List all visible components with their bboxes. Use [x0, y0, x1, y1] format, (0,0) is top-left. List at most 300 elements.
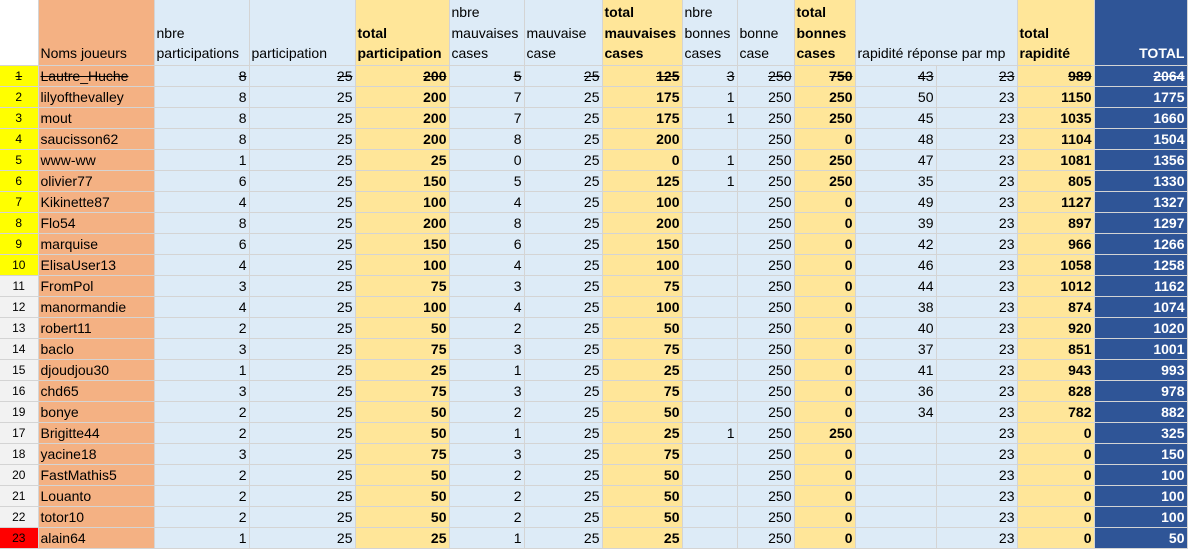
cell-tot-mauv[interactable]: 50	[602, 506, 682, 527]
cell-tot-part[interactable]: 200	[355, 65, 449, 86]
table-row[interactable]	[0, 86, 1187, 107]
cell-tot-mauv[interactable]: 125	[602, 65, 682, 86]
cell-nb-part[interactable]: 4	[154, 191, 249, 212]
cell-name[interactable]: manormandie	[38, 296, 154, 317]
cell-tot-part[interactable]: 150	[355, 170, 449, 191]
cell-total[interactable]: 1660	[1094, 107, 1187, 128]
cell-nb-part[interactable]: 6	[154, 233, 249, 254]
cell-nb-mauv[interactable]: 1	[449, 422, 524, 443]
cell-mauv[interactable]: 25	[524, 149, 602, 170]
cell-rank[interactable]: 18	[0, 443, 38, 464]
cell-part[interactable]: 25	[249, 128, 355, 149]
cell-tot-part[interactable]: 25	[355, 527, 449, 548]
cell-nb-part[interactable]: 4	[154, 296, 249, 317]
header-total-rapidite[interactable]: total rapidité	[1017, 0, 1094, 65]
cell-bon[interactable]: 250	[737, 275, 794, 296]
cell-name[interactable]: Kikinette87	[38, 191, 154, 212]
header-total[interactable]: TOTAL	[1094, 0, 1187, 65]
cell-rank[interactable]: 8	[0, 212, 38, 233]
cell-part[interactable]: 25	[249, 191, 355, 212]
cell-total[interactable]: 1266	[1094, 233, 1187, 254]
cell-mauv[interactable]: 25	[524, 65, 602, 86]
cell-tot-rap[interactable]: 0	[1017, 506, 1094, 527]
cell-rap-b[interactable]: 23	[936, 128, 1017, 149]
cell-name[interactable]: saucisson62	[38, 128, 154, 149]
cell-rap-a[interactable]: 50	[855, 86, 936, 107]
cell-rap-a[interactable]: 44	[855, 275, 936, 296]
cell-tot-mauv[interactable]: 200	[602, 128, 682, 149]
cell-nb-mauv[interactable]: 1	[449, 359, 524, 380]
cell-bon[interactable]: 250	[737, 128, 794, 149]
cell-mauv[interactable]: 25	[524, 317, 602, 338]
header-total-mauvaises-cases[interactable]: total mauvaises cases	[602, 0, 682, 65]
table-row[interactable]	[0, 443, 1187, 464]
cell-tot-part[interactable]: 200	[355, 86, 449, 107]
cell-part[interactable]: 25	[249, 65, 355, 86]
cell-rap-b[interactable]: 23	[936, 422, 1017, 443]
header-rapidite-reponse[interactable]: rapidité réponse par mp	[855, 0, 1017, 65]
cell-rank[interactable]: 11	[0, 275, 38, 296]
cell-tot-rap[interactable]: 966	[1017, 233, 1094, 254]
cell-tot-rap[interactable]: 1081	[1017, 149, 1094, 170]
cell-nb-part[interactable]: 2	[154, 422, 249, 443]
cell-name[interactable]: olivier77	[38, 170, 154, 191]
cell-name[interactable]: www-ww	[38, 149, 154, 170]
table-row[interactable]	[0, 233, 1187, 254]
cell-total[interactable]: 1356	[1094, 149, 1187, 170]
cell-tot-part[interactable]: 50	[355, 485, 449, 506]
cell-bon[interactable]: 250	[737, 149, 794, 170]
cell-tot-part[interactable]: 25	[355, 359, 449, 380]
cell-rap-a[interactable]: 49	[855, 191, 936, 212]
cell-tot-rap[interactable]: 1104	[1017, 128, 1094, 149]
cell-part[interactable]: 25	[249, 254, 355, 275]
cell-name[interactable]: alain64	[38, 527, 154, 548]
cell-name[interactable]: Flo54	[38, 212, 154, 233]
cell-total[interactable]: 1327	[1094, 191, 1187, 212]
cell-nb-mauv[interactable]: 2	[449, 464, 524, 485]
cell-tot-mauv[interactable]: 75	[602, 443, 682, 464]
cell-tot-bon[interactable]: 0	[794, 275, 855, 296]
cell-bon[interactable]: 250	[737, 422, 794, 443]
cell-total[interactable]: 882	[1094, 401, 1187, 422]
cell-tot-rap[interactable]: 0	[1017, 443, 1094, 464]
cell-bon[interactable]: 250	[737, 485, 794, 506]
cell-tot-part[interactable]: 50	[355, 464, 449, 485]
cell-tot-part[interactable]: 200	[355, 107, 449, 128]
cell-nb-mauv[interactable]: 2	[449, 401, 524, 422]
cell-nb-mauv[interactable]: 7	[449, 86, 524, 107]
cell-rank[interactable]: 17	[0, 422, 38, 443]
cell-nb-bon[interactable]	[682, 506, 737, 527]
cell-rap-b[interactable]: 23	[936, 107, 1017, 128]
cell-rap-b[interactable]: 23	[936, 359, 1017, 380]
cell-tot-rap[interactable]: 828	[1017, 380, 1094, 401]
cell-rank[interactable]: 5	[0, 149, 38, 170]
cell-rap-b[interactable]: 23	[936, 149, 1017, 170]
cell-nb-bon[interactable]	[682, 401, 737, 422]
cell-nb-bon[interactable]: 1	[682, 170, 737, 191]
cell-tot-bon[interactable]: 0	[794, 128, 855, 149]
cell-tot-bon[interactable]: 0	[794, 359, 855, 380]
cell-mauv[interactable]: 25	[524, 527, 602, 548]
cell-mauv[interactable]: 25	[524, 254, 602, 275]
corner-cell[interactable]	[0, 0, 38, 65]
table-row[interactable]	[0, 191, 1187, 212]
cell-bon[interactable]: 250	[737, 527, 794, 548]
cell-rap-b[interactable]: 23	[936, 86, 1017, 107]
cell-total[interactable]: 2064	[1094, 65, 1187, 86]
cell-tot-mauv[interactable]: 50	[602, 464, 682, 485]
cell-tot-bon[interactable]: 0	[794, 401, 855, 422]
cell-rap-b[interactable]: 23	[936, 191, 1017, 212]
cell-nb-bon[interactable]: 1	[682, 107, 737, 128]
cell-tot-mauv[interactable]: 75	[602, 275, 682, 296]
cell-mauv[interactable]: 25	[524, 401, 602, 422]
cell-name[interactable]: baclo	[38, 338, 154, 359]
cell-tot-mauv[interactable]: 50	[602, 317, 682, 338]
cell-mauv[interactable]: 25	[524, 380, 602, 401]
cell-bon[interactable]: 250	[737, 464, 794, 485]
cell-mauv[interactable]: 25	[524, 464, 602, 485]
cell-nb-bon[interactable]: 1	[682, 422, 737, 443]
table-row[interactable]	[0, 254, 1187, 275]
cell-nb-bon[interactable]	[682, 254, 737, 275]
cell-bon[interactable]: 250	[737, 443, 794, 464]
cell-tot-part[interactable]: 100	[355, 254, 449, 275]
cell-tot-mauv[interactable]: 100	[602, 296, 682, 317]
cell-tot-part[interactable]: 200	[355, 212, 449, 233]
cell-name[interactable]: lilyofthevalley	[38, 86, 154, 107]
cell-total[interactable]: 1330	[1094, 170, 1187, 191]
cell-total[interactable]: 150	[1094, 443, 1187, 464]
table-row[interactable]	[0, 149, 1187, 170]
cell-tot-mauv[interactable]: 75	[602, 338, 682, 359]
cell-rap-b[interactable]: 23	[936, 275, 1017, 296]
cell-name[interactable]: FromPol	[38, 275, 154, 296]
cell-tot-mauv[interactable]: 200	[602, 212, 682, 233]
cell-tot-rap[interactable]: 920	[1017, 317, 1094, 338]
table-row[interactable]	[0, 212, 1187, 233]
cell-nb-part[interactable]: 1	[154, 527, 249, 548]
table-row[interactable]	[0, 359, 1187, 380]
cell-tot-part[interactable]: 25	[355, 149, 449, 170]
table-row[interactable]	[0, 65, 1187, 86]
cell-tot-rap[interactable]: 0	[1017, 464, 1094, 485]
cell-tot-part[interactable]: 75	[355, 338, 449, 359]
cell-bon[interactable]: 250	[737, 296, 794, 317]
cell-nb-part[interactable]: 8	[154, 86, 249, 107]
cell-tot-mauv[interactable]: 175	[602, 86, 682, 107]
cell-nb-bon[interactable]	[682, 485, 737, 506]
cell-nb-bon[interactable]	[682, 128, 737, 149]
cell-nb-bon[interactable]	[682, 296, 737, 317]
cell-bon[interactable]: 250	[737, 86, 794, 107]
table-row[interactable]	[0, 338, 1187, 359]
cell-name[interactable]: ElisaUser13	[38, 254, 154, 275]
cell-tot-bon[interactable]: 0	[794, 212, 855, 233]
header-participation[interactable]: participation	[249, 0, 355, 65]
cell-tot-part[interactable]: 100	[355, 296, 449, 317]
cell-tot-bon[interactable]: 250	[794, 107, 855, 128]
cell-rap-a[interactable]: 46	[855, 254, 936, 275]
cell-mauv[interactable]: 25	[524, 86, 602, 107]
cell-nb-mauv[interactable]: 2	[449, 317, 524, 338]
cell-rank[interactable]: 9	[0, 233, 38, 254]
cell-nb-bon[interactable]	[682, 338, 737, 359]
table-row[interactable]	[0, 422, 1187, 443]
cell-nb-bon[interactable]	[682, 380, 737, 401]
cell-bon[interactable]: 250	[737, 191, 794, 212]
cell-rap-a[interactable]	[855, 422, 936, 443]
cell-tot-rap[interactable]: 782	[1017, 401, 1094, 422]
table-row[interactable]	[0, 401, 1187, 422]
cell-rap-b[interactable]: 23	[936, 296, 1017, 317]
cell-nb-bon[interactable]	[682, 464, 737, 485]
cell-tot-bon[interactable]: 0	[794, 338, 855, 359]
cell-name[interactable]: Lautre_Huche	[38, 65, 154, 86]
cell-rank[interactable]: 6	[0, 170, 38, 191]
cell-name[interactable]: marquise	[38, 233, 154, 254]
cell-part[interactable]: 25	[249, 506, 355, 527]
cell-tot-part[interactable]: 75	[355, 443, 449, 464]
cell-rank[interactable]: 12	[0, 296, 38, 317]
cell-nb-mauv[interactable]: 8	[449, 212, 524, 233]
cell-total[interactable]: 1258	[1094, 254, 1187, 275]
cell-nb-bon[interactable]	[682, 527, 737, 548]
cell-total[interactable]: 1020	[1094, 317, 1187, 338]
cell-rank[interactable]: 19	[0, 401, 38, 422]
cell-name[interactable]: Brigitte44	[38, 422, 154, 443]
cell-tot-bon[interactable]: 0	[794, 380, 855, 401]
cell-rap-b[interactable]: 23	[936, 443, 1017, 464]
cell-nb-mauv[interactable]: 7	[449, 107, 524, 128]
cell-rap-b[interactable]: 23	[936, 254, 1017, 275]
cell-tot-bon[interactable]: 250	[794, 422, 855, 443]
cell-nb-bon[interactable]	[682, 212, 737, 233]
cell-part[interactable]: 25	[249, 422, 355, 443]
cell-part[interactable]: 25	[249, 170, 355, 191]
table-row[interactable]	[0, 485, 1187, 506]
header-mauvaise-case[interactable]: mauvaise case	[524, 0, 602, 65]
cell-rap-a[interactable]: 38	[855, 296, 936, 317]
cell-nb-mauv[interactable]: 3	[449, 380, 524, 401]
cell-total[interactable]: 1001	[1094, 338, 1187, 359]
cell-part[interactable]: 25	[249, 464, 355, 485]
cell-rap-b[interactable]: 23	[936, 380, 1017, 401]
cell-nb-mauv[interactable]: 5	[449, 65, 524, 86]
cell-part[interactable]: 25	[249, 149, 355, 170]
table-row[interactable]	[0, 527, 1187, 548]
cell-tot-mauv[interactable]: 25	[602, 422, 682, 443]
cell-nb-mauv[interactable]: 3	[449, 275, 524, 296]
cell-tot-mauv[interactable]: 25	[602, 527, 682, 548]
cell-name[interactable]: bonye	[38, 401, 154, 422]
header-nbre-participations[interactable]: nbre participations	[154, 0, 249, 65]
cell-part[interactable]: 25	[249, 107, 355, 128]
cell-rap-a[interactable]: 45	[855, 107, 936, 128]
cell-nb-mauv[interactable]: 6	[449, 233, 524, 254]
cell-rap-a[interactable]: 47	[855, 149, 936, 170]
cell-mauv[interactable]: 25	[524, 296, 602, 317]
cell-rap-b[interactable]: 23	[936, 65, 1017, 86]
cell-bon[interactable]: 250	[737, 65, 794, 86]
cell-name[interactable]: chd65	[38, 380, 154, 401]
cell-mauv[interactable]: 25	[524, 506, 602, 527]
cell-tot-part[interactable]: 50	[355, 422, 449, 443]
cell-rap-b[interactable]: 23	[936, 317, 1017, 338]
cell-tot-part[interactable]: 75	[355, 380, 449, 401]
table-row[interactable]	[0, 128, 1187, 149]
cell-tot-bon[interactable]: 0	[794, 233, 855, 254]
cell-mauv[interactable]: 25	[524, 191, 602, 212]
cell-rap-a[interactable]: 40	[855, 317, 936, 338]
cell-mauv[interactable]: 25	[524, 275, 602, 296]
cell-total[interactable]: 978	[1094, 380, 1187, 401]
table-row[interactable]	[0, 170, 1187, 191]
cell-nb-bon[interactable]: 1	[682, 149, 737, 170]
cell-name[interactable]: FastMathis5	[38, 464, 154, 485]
cell-part[interactable]: 25	[249, 86, 355, 107]
header-nbre-bonnes-cases[interactable]: nbre bonnes cases	[682, 0, 737, 65]
cell-mauv[interactable]: 25	[524, 338, 602, 359]
cell-tot-mauv[interactable]: 50	[602, 485, 682, 506]
cell-nb-bon[interactable]	[682, 317, 737, 338]
cell-rank[interactable]: 16	[0, 380, 38, 401]
cell-tot-rap[interactable]: 874	[1017, 296, 1094, 317]
cell-bon[interactable]: 250	[737, 338, 794, 359]
cell-tot-mauv[interactable]: 75	[602, 380, 682, 401]
cell-part[interactable]: 25	[249, 443, 355, 464]
cell-tot-mauv[interactable]: 100	[602, 254, 682, 275]
cell-rap-a[interactable]	[855, 443, 936, 464]
header-total-bonnes-cases[interactable]: total bonnes cases	[794, 0, 855, 65]
table-row[interactable]	[0, 464, 1187, 485]
cell-mauv[interactable]: 25	[524, 233, 602, 254]
header-noms-joueurs[interactable]: Noms joueurs	[38, 0, 154, 65]
cell-nb-part[interactable]: 2	[154, 464, 249, 485]
cell-total[interactable]: 1162	[1094, 275, 1187, 296]
cell-rap-b[interactable]: 23	[936, 485, 1017, 506]
cell-rap-b[interactable]: 23	[936, 170, 1017, 191]
cell-mauv[interactable]: 25	[524, 359, 602, 380]
cell-tot-rap[interactable]: 989	[1017, 65, 1094, 86]
cell-tot-bon[interactable]: 0	[794, 296, 855, 317]
cell-rank[interactable]: 22	[0, 506, 38, 527]
cell-total[interactable]: 100	[1094, 485, 1187, 506]
cell-tot-rap[interactable]: 0	[1017, 485, 1094, 506]
cell-rap-a[interactable]: 36	[855, 380, 936, 401]
cell-rap-a[interactable]: 35	[855, 170, 936, 191]
cell-part[interactable]: 25	[249, 233, 355, 254]
cell-nb-mauv[interactable]: 1	[449, 527, 524, 548]
cell-tot-bon[interactable]: 0	[794, 317, 855, 338]
cell-nb-part[interactable]: 8	[154, 212, 249, 233]
cell-rank[interactable]: 23	[0, 527, 38, 548]
cell-total[interactable]: 1504	[1094, 128, 1187, 149]
cell-tot-bon[interactable]: 750	[794, 65, 855, 86]
cell-part[interactable]: 25	[249, 317, 355, 338]
cell-tot-bon[interactable]: 0	[794, 254, 855, 275]
cell-tot-bon[interactable]: 250	[794, 86, 855, 107]
cell-mauv[interactable]: 25	[524, 485, 602, 506]
cell-rap-b[interactable]: 23	[936, 338, 1017, 359]
cell-mauv[interactable]: 25	[524, 128, 602, 149]
cell-bon[interactable]: 250	[737, 359, 794, 380]
table-row[interactable]	[0, 380, 1187, 401]
cell-tot-mauv[interactable]: 25	[602, 359, 682, 380]
cell-mauv[interactable]: 25	[524, 107, 602, 128]
cell-nb-part[interactable]: 3	[154, 443, 249, 464]
cell-rap-a[interactable]: 34	[855, 401, 936, 422]
cell-part[interactable]: 25	[249, 359, 355, 380]
cell-name[interactable]: mout	[38, 107, 154, 128]
cell-nb-mauv[interactable]: 4	[449, 254, 524, 275]
cell-nb-bon[interactable]	[682, 443, 737, 464]
cell-bon[interactable]: 250	[737, 506, 794, 527]
header-bonne-case[interactable]: bonne case	[737, 0, 794, 65]
cell-nb-mauv[interactable]: 3	[449, 443, 524, 464]
cell-rap-a[interactable]	[855, 506, 936, 527]
cell-rap-b[interactable]: 23	[936, 401, 1017, 422]
table-row[interactable]	[0, 107, 1187, 128]
cell-tot-part[interactable]: 50	[355, 317, 449, 338]
header-total-participation[interactable]: total participation	[355, 0, 449, 65]
cell-rap-a[interactable]	[855, 485, 936, 506]
cell-nb-part[interactable]: 8	[154, 107, 249, 128]
cell-name[interactable]: robert11	[38, 317, 154, 338]
cell-part[interactable]: 25	[249, 380, 355, 401]
cell-tot-mauv[interactable]: 175	[602, 107, 682, 128]
cell-tot-mauv[interactable]: 150	[602, 233, 682, 254]
cell-rap-b[interactable]: 23	[936, 233, 1017, 254]
cell-rank[interactable]: 21	[0, 485, 38, 506]
cell-nb-part[interactable]: 1	[154, 359, 249, 380]
cell-rap-a[interactable]: 37	[855, 338, 936, 359]
table-row[interactable]	[0, 506, 1187, 527]
cell-tot-rap[interactable]: 805	[1017, 170, 1094, 191]
cell-rank[interactable]: 14	[0, 338, 38, 359]
cell-bon[interactable]: 250	[737, 317, 794, 338]
cell-tot-bon[interactable]: 0	[794, 485, 855, 506]
cell-rank[interactable]: 7	[0, 191, 38, 212]
cell-nb-part[interactable]: 3	[154, 275, 249, 296]
header-nbre-mauvaises-cases[interactable]: nbre mauvaises cases	[449, 0, 524, 65]
cell-total[interactable]: 1775	[1094, 86, 1187, 107]
cell-rap-a[interactable]: 43	[855, 65, 936, 86]
cell-tot-bon[interactable]: 0	[794, 443, 855, 464]
cell-total[interactable]: 50	[1094, 527, 1187, 548]
cell-rap-a[interactable]: 42	[855, 233, 936, 254]
cell-nb-mauv[interactable]: 2	[449, 506, 524, 527]
cell-nb-bon[interactable]	[682, 275, 737, 296]
cell-nb-bon[interactable]	[682, 191, 737, 212]
cell-tot-bon[interactable]: 0	[794, 464, 855, 485]
cell-bon[interactable]: 250	[737, 380, 794, 401]
cell-part[interactable]: 25	[249, 296, 355, 317]
cell-tot-mauv[interactable]: 0	[602, 149, 682, 170]
cell-rank[interactable]: 3	[0, 107, 38, 128]
cell-rank[interactable]: 13	[0, 317, 38, 338]
cell-nb-mauv[interactable]: 2	[449, 485, 524, 506]
cell-tot-part[interactable]: 200	[355, 128, 449, 149]
cell-nb-mauv[interactable]: 8	[449, 128, 524, 149]
cell-nb-mauv[interactable]: 5	[449, 170, 524, 191]
cell-rap-a[interactable]	[855, 527, 936, 548]
cell-bon[interactable]: 250	[737, 233, 794, 254]
cell-name[interactable]: totor10	[38, 506, 154, 527]
cell-part[interactable]: 25	[249, 275, 355, 296]
